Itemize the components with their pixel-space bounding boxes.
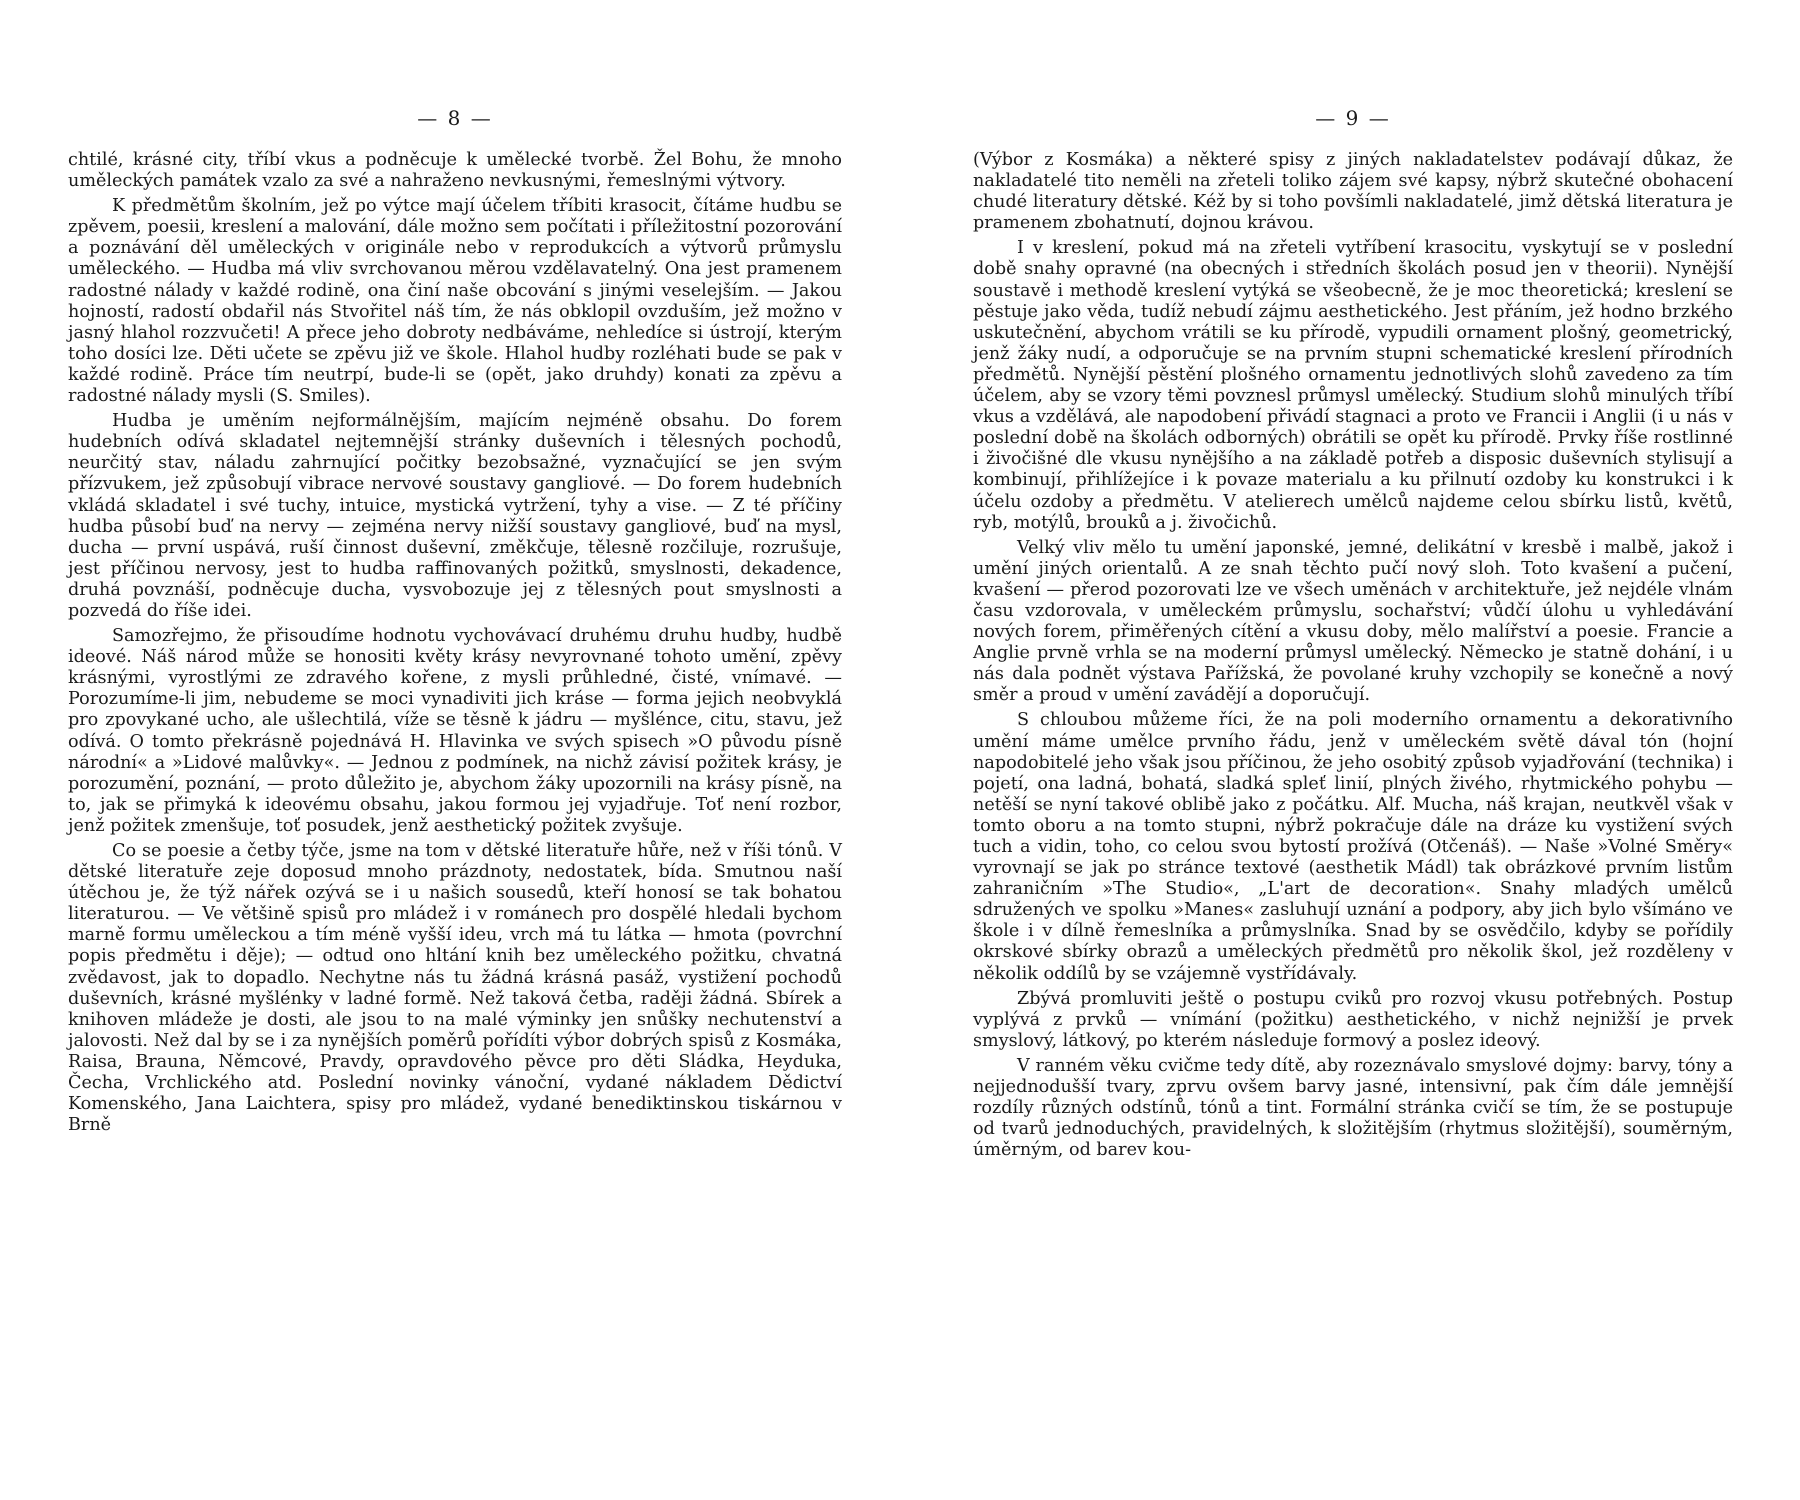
right-page-body (973, 150, 1733, 1161)
left-paragraph-4: Samozřejmo, že přisoudíme hodnotu vychovávací druhému druhu hudby, hudbě ideové. Náš národ může se honositi květy krásy nevyrovnané tohoto umění, zpěvy krásnými, vyrostlými ze zdravého kořene, z mysli průhledné, čisté, vnímavé. — Porozumíme-li jim, nebudeme se moci vynadiviti jich kráse — forma jejich neobvyklá pro zpovykané ucho, ale ušlechtilá, víže se těsně k jádru — myšlénce, citu, stavu, jež odívá. O tomto překrásně pojednává H. Hlavinka ve svých spisech »O původu písně národní« a »Lidové malůvky«. — Jednou z podmínek, na nichž závisí požitek krásy, je porozumění, poznání, — proto důležito je, abychom žáky upozornili na krásy písně, na to, jak se přimyká k ideovému obsahu, jakou formou jej vyjadřuje. Toť není rozbor, jenž požitek zmenšuje, toť posudek, jenž aesthetický požitek zvyšuje. (68, 626, 842, 836)
right-paragraph-1: (Výbor z Kosmáka) a některé spisy z jiných nakladatelstev podávají důkaz, že nakladatelé tito neměli na zřeteli toliko zájem své kapsy, nýbrž skutečné obohacení chudé literatury dětské. Kéž by si toho povšímli nakladatelé, jimž dětská literatura je pramenem zbohatnutí, dojnou krávou. (973, 150, 1733, 234)
right-paragraph-3: Velký vliv mělo tu umění japonské, jemné, delikátní v kresbě i malbě, jakož i umění jiných orientalů. A ze snah těchto pučí nový sloh. Toto kvašení a pučení, kvašení — přerod pozorovati lze ve všech uměnách v architektuře, jež nejdéle vlnám času vzdorovala, v uměleckém průmyslu, sochařství; vůdčí úlohu u vyhledávání nových forem, přiměřených cítění a vkusu doby, mělo malířství a poesie. Francie a Anglie prvně vrhla se na moderní průmysl umělecký. Německo je statně dohání, i u nás dala podnět výstava Pařížská, že povolané kruhy vzchopily se konečně a nový směr a proud v umění zavádějí a doporučují. (973, 537, 1733, 706)
left-paragraph-2: K předmětům školním, jež po výtce mají účelem tříbiti krasocit, čítáme hudbu se zpěvem, poesii, kreslení a malování, dále možno sem počítati i příležitostní pozorování a poznávání děl uměleckých v originále nebo v reprodukcích a výtvorů průmyslu uměleckého. — Hudba má vliv svrchovanou měrou vzdělavatelný. Ona jest pramenem radostné nálady v každé rodině, ona činí naše obcování s jinými veselejším. — Jakou hojností, radostí obdařil nás Stvořitel náš tím, že nás obklopil ovzduším, jež možno v jasný hlahol rozzvučeti! A přece jeho dobroty nedbáváme, nehledíce si ústrojí, kterým toho dosíci lze. Děti učete se zpěvu již ve škole. Hlahol hudby rozléhati bude se pak v každé rodině. Práce tím neutrpí, bude-li se (opět, jako druhdy) konati za zpěvu a radostné nálady mysli (S. Smiles). (68, 196, 842, 407)
right-paragraph-2: I v kreslení, pokud má na zřeteli vytříbení krasocitu, vyskytují se v poslední době snahy opravné (na obecných i středních školách posud jen v theorii). Nynější soustavě i methodě kreslení vytýká se všeobecně, že je moc theoretická; kreslení se pěstuje jako věda, tudíž nebudí zájmu aesthetického. Jest přáním, jež hodno brzkého uskutečnění, abychom vrátili se ku přírodě, vypudili ornament plošný, geometrický, jenž žáky nudí, a odporučuje se na prvním stupni schematické kreslení přírodních předmětů. Nynější pěstění plošného ornamentu jednotlivých slohů zavedeno za tím účelem, aby se vzory těmi povznesl průmysl umělecký. Studium slohů minulých tříbí vkus a vzdělává, ale napodobení přivádí stagnaci a proto ve Francii i Anglii (i u nás v poslední době na školách odborných) obrátili se opět ku přírodě. Prvky říše rostlinné i živočišné dle vkusu nynějšího a na základě potřeb a disposic duševních stylisují a kombinují, přihlížejíce i k povaze materialu a ku přilnutí ozdoby ku konstrukci i k účelu ozdoby a předmětu. V atelierech umělců najdeme celou sbírku listů, květů, ryb, motýlů, brouků a j. živočichů. (973, 238, 1733, 533)
left-paragraph-3: Hudba je uměním nejformálnějším, majícím nejméně obsahu. Do forem hudebních odívá skladatel nejtemnější stránky duševních i tělesných pochodů, neurčitý stav, náladu zahrnující počitky bezobsažné, vyznačující se jen svým přízvukem, jež způsobují vibrace nervové soustavy gangliové. — Do forem hudebních vkládá skladatel i své tuchy, intuice, mystická vytržení, tyhy a vise. — Z té příčiny hudba působí buď na nervy — zejména nervy nižší soustavy gangliové, buď na mysl, ducha — první uspává, ruší činnost duševní, změkčuje, tělesně rozčiluje, rozrušuje, jest příčinou nervosy, jest to hudba raffinovaných požitků, smyslnosti, dekadence, druhá povznáší, podněcuje ducha, vysvobozuje jej z tělesných pout smyslnosti a pozvedá do říše idei. (68, 411, 842, 621)
right-paragraph-5: Zbývá promluviti ještě o postupu cviků pro rozvoj vkusu potřebných. Postup vyplývá z prvků — vnímání (požitku) aesthetického, v nichž nejnižší je prvek smyslový, látkový, po kterém následuje formový a poslez ideový. (973, 988, 1733, 1051)
right-paragraph-4: S chloubou můžeme říci, že na poli moderního ornamentu a dekorativního umění máme umělce prvního řádu, jenž v uměleckém světě dával tón (hojní napodobitelé jeho však jsou příčinou, že jeho osobitý způsob vyjadřování (technika) i pojetí, ona ladná, bohatá, sladká spleť linií, plných živého, rhytmického pohybu — netěší se nyní takové oblibě jako z počátku. Alf. Mucha, náš krajan, neutkvěl však v tomto oboru a na tomto stupni, nýbrž pokračuje dále na dráze ku vystižení svých tuch a vidin, toho, co celou svou bytostí prožívá (Otčenáš). — Naše »Volné Směry« vyrovnají se jak po stránce textové (aesthetik Mádl) tak obrázkové prvním listům zahraničním »The Studio«, „L'art de decoration«. Snahy mladých umělců sdružených ve spolku »Manes« zasluhují uznání a podpory, aby jich bylo všímáno ve škole i v dílně řemeslníka a průmyslníka. Snad by se osvědčilo, kdyby se pořídily okrskové sbírky obrazů a uměleckých předmětů pro několik škol, jež rozděleny v několik oddílů by se vzájemně vystřídávaly. (973, 710, 1733, 984)
left-page-body (68, 150, 842, 1136)
left-page (68, 0, 842, 1500)
right-paragraph-6: V ranném věku cvičme tedy dítě, aby rozeznávalo smyslové dojmy: barvy, tóny a nejjednodušší tvary, zprvu ovšem barvy jasné, intensivní, pak čím dále jemnější rozdíly různých odstínů, tónů a tint. Formální stránka cvičí se tím, že se postupuje od tvarů jednoduchých, pravidelných, k složitějším (rhytmus složitější), souměrným, úměrným, od barev kou- (973, 1055, 1733, 1161)
right-page-number: — 9 — (1315, 106, 1391, 130)
left-paragraph-5: Co se poesie a četby týče, jsme na tom v dětské literatuře hůře, než v říši tónů. V dětské literatuře zeje doposud mnoho prázdnoty, nedostatek, bída. Smutnou naší útěchou je, že týž nářek ozývá se i u našich sousedů, kteří honosí se tak bohatou literaturou. — Ve většině spisů pro mládež i v románech pro dospělé hledali bychom marně formu uměleckou a tím méně vyšší ideu, vrch má tu látka — hmota (povrchní popis předmětu i děje); — odtud ono hltání knih bez uměleckého požitku, chvatná zvědavost, jak to dopadlo. Nechytne nás tu žádná krásná pasáž, vystižení pochodů duševních, krásné myšlénky v ladné formě. Než taková četba, raději žádná. Sbírek a knihoven mládeže je dosti, ale jsou to na malé výminky jen snůšky nechutenství a jalovosti. Než dal by se i za nynějších poměrů pořídíti výbor dobrých spisů z Kosmáka, Raisa, Brauna, Němcové, Pravdy, opravdového pěvce pro děti Sládka, Heyduka, Čecha, Vrchlického atd. Poslední novinky vánoční, vydané nákladem Dědictví Komenského, Jana Laichtera, spisy pro mládež, vydané benediktinskou tiskárnou v Brně (68, 841, 842, 1136)
right-page (973, 0, 1733, 1500)
left-paragraph-1: chtilé, krásné city, tříbí vkus a podněcuje k umělecké tvorbě. Žel Bohu, že mnoho uměleckých památek vzalo za své a nahraženo nevkusnými, řemeslnými výtvory. (68, 150, 842, 192)
left-page-number: — 8 — (417, 106, 493, 130)
